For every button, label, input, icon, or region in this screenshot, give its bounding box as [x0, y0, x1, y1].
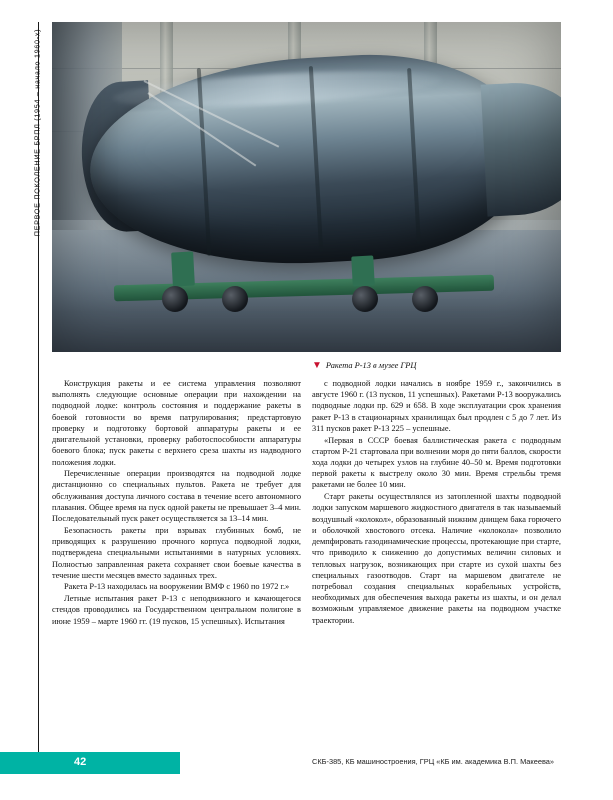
cradle-wheel — [162, 286, 188, 312]
paragraph: «Первая в СССР боевая баллистическая ракета с подводным стартом Р-21 стартовала при волнении моря до пяти баллов, скорости хода лодки до четырех узлов на глубине 40–50 м. Время подготовки первой ракеты к выстрелу около 30 мин. Время стрельбы тремя ракетами не более 10 мин. — [312, 435, 561, 490]
cradle-support — [351, 255, 375, 286]
paragraph: Старт ракеты осуществлялся из затопленной шахты подводной лодки запуском маршевого жидкостного двигателя в так называемый воздушный «колокол», образованный нижним днищем бака горючего и оболочкой хвостового отсека. Наличие «колокола» позволило демпфировать газодинамические процессы, протекающие при старте, что приводило к снижению до допустимых величин силовых и тепловых нагрузок, возникающих при старте из сухой шахты без специальных газоотводов. Старт на маршевом двигателе не потребовал создания специальных корабельных устройств, необходимых для обеспечения выхода ракеты из шахты, и он делал возможным управляемое движение ракеты на подводном участке траектории. — [312, 492, 561, 625]
running-head: ПЕРВОЕ ПОКОЛЕНИЕ БРПЛ (1954 – начало 1960-х) — [32, 28, 42, 237]
paragraph: Летные испытания ракет Р-13 с неподвижного и качающегося стендов проводились на Государственном центральном полигоне в июне 1959 – марте 1960 гг. (19 пусков, 15 успешных). Испытания — [52, 594, 301, 626]
cradle-wheel — [412, 286, 438, 312]
paragraph: Ракета Р-13 находилась на вооружении ВМФ с 1960 по 1972 г.» — [64, 582, 290, 592]
caption-text: Ракета Р-13 в музее ГРЦ — [325, 361, 417, 370]
footer-color-bar — [0, 752, 180, 774]
caption-marker-icon: ▼ — [312, 360, 322, 371]
footer-attribution: СКБ-385, КБ машиностроения, ГРЦ «КБ им. академика В.П. Макеева» — [312, 757, 555, 766]
paragraph: с подводной лодки начались в ноябре 1959 г., закончились в августе 1960 г. (13 пусков, 11 успешных). Ракетами Р-13 вооружались подводные лодки пр. 629 и 658. В ходе эксплуатации срок хранения ракет Р-13 в стационарных хранилищах был продлен с 5 до 7 лет. Из 311 пусков ракет Р-13 225 – успешные. — [312, 379, 561, 433]
paragraph: Безопасность ракеты при взрывах глубинных бомб, не приводящих к разрушению прочного корпуса подводной лодки, подтверждена специальными испытаниями в натурных условиях. Полностью заправленная ракета сохраняет свои боевые качества в течение шести месяцев вместо заданных трех. — [52, 525, 301, 580]
body-column-left — [52, 378, 301, 627]
page-number: 42 — [74, 756, 87, 768]
cradle-support — [171, 251, 195, 286]
missile-nose-cone — [481, 79, 561, 216]
body-column-right — [312, 378, 561, 626]
cradle-wheel — [352, 286, 378, 312]
paragraph: Конструкция ракеты и ее система управления позволяют выполнять следующие основные операции при нахождении на подводной лодке: контроль состояния и поддержание ракеты в боевой готовности во время патрулирования; предстартовую проверку и подготовку бортовой аппаратуры ракеты и ее двигательной установки, проверку работоспособности аппаратуры боевого блока; пуск ракеты с верхнего среза шахты из надводного положения лодки. — [52, 379, 301, 467]
photo-caption — [312, 360, 561, 373]
paragraph: Перечисленные операции производятся на подводной лодке дистанционно со специальных пультов. Ракета не требует для обслуживания доступа личного состава в течение всего автономного плавания. Общее время на пуск одной ракеты не превышает 3–4 мин. Последовательный пуск ракет осуществляется за 13–14 мин. — [52, 469, 301, 524]
cradle-wheel — [222, 286, 248, 312]
missile-photo — [52, 22, 561, 352]
